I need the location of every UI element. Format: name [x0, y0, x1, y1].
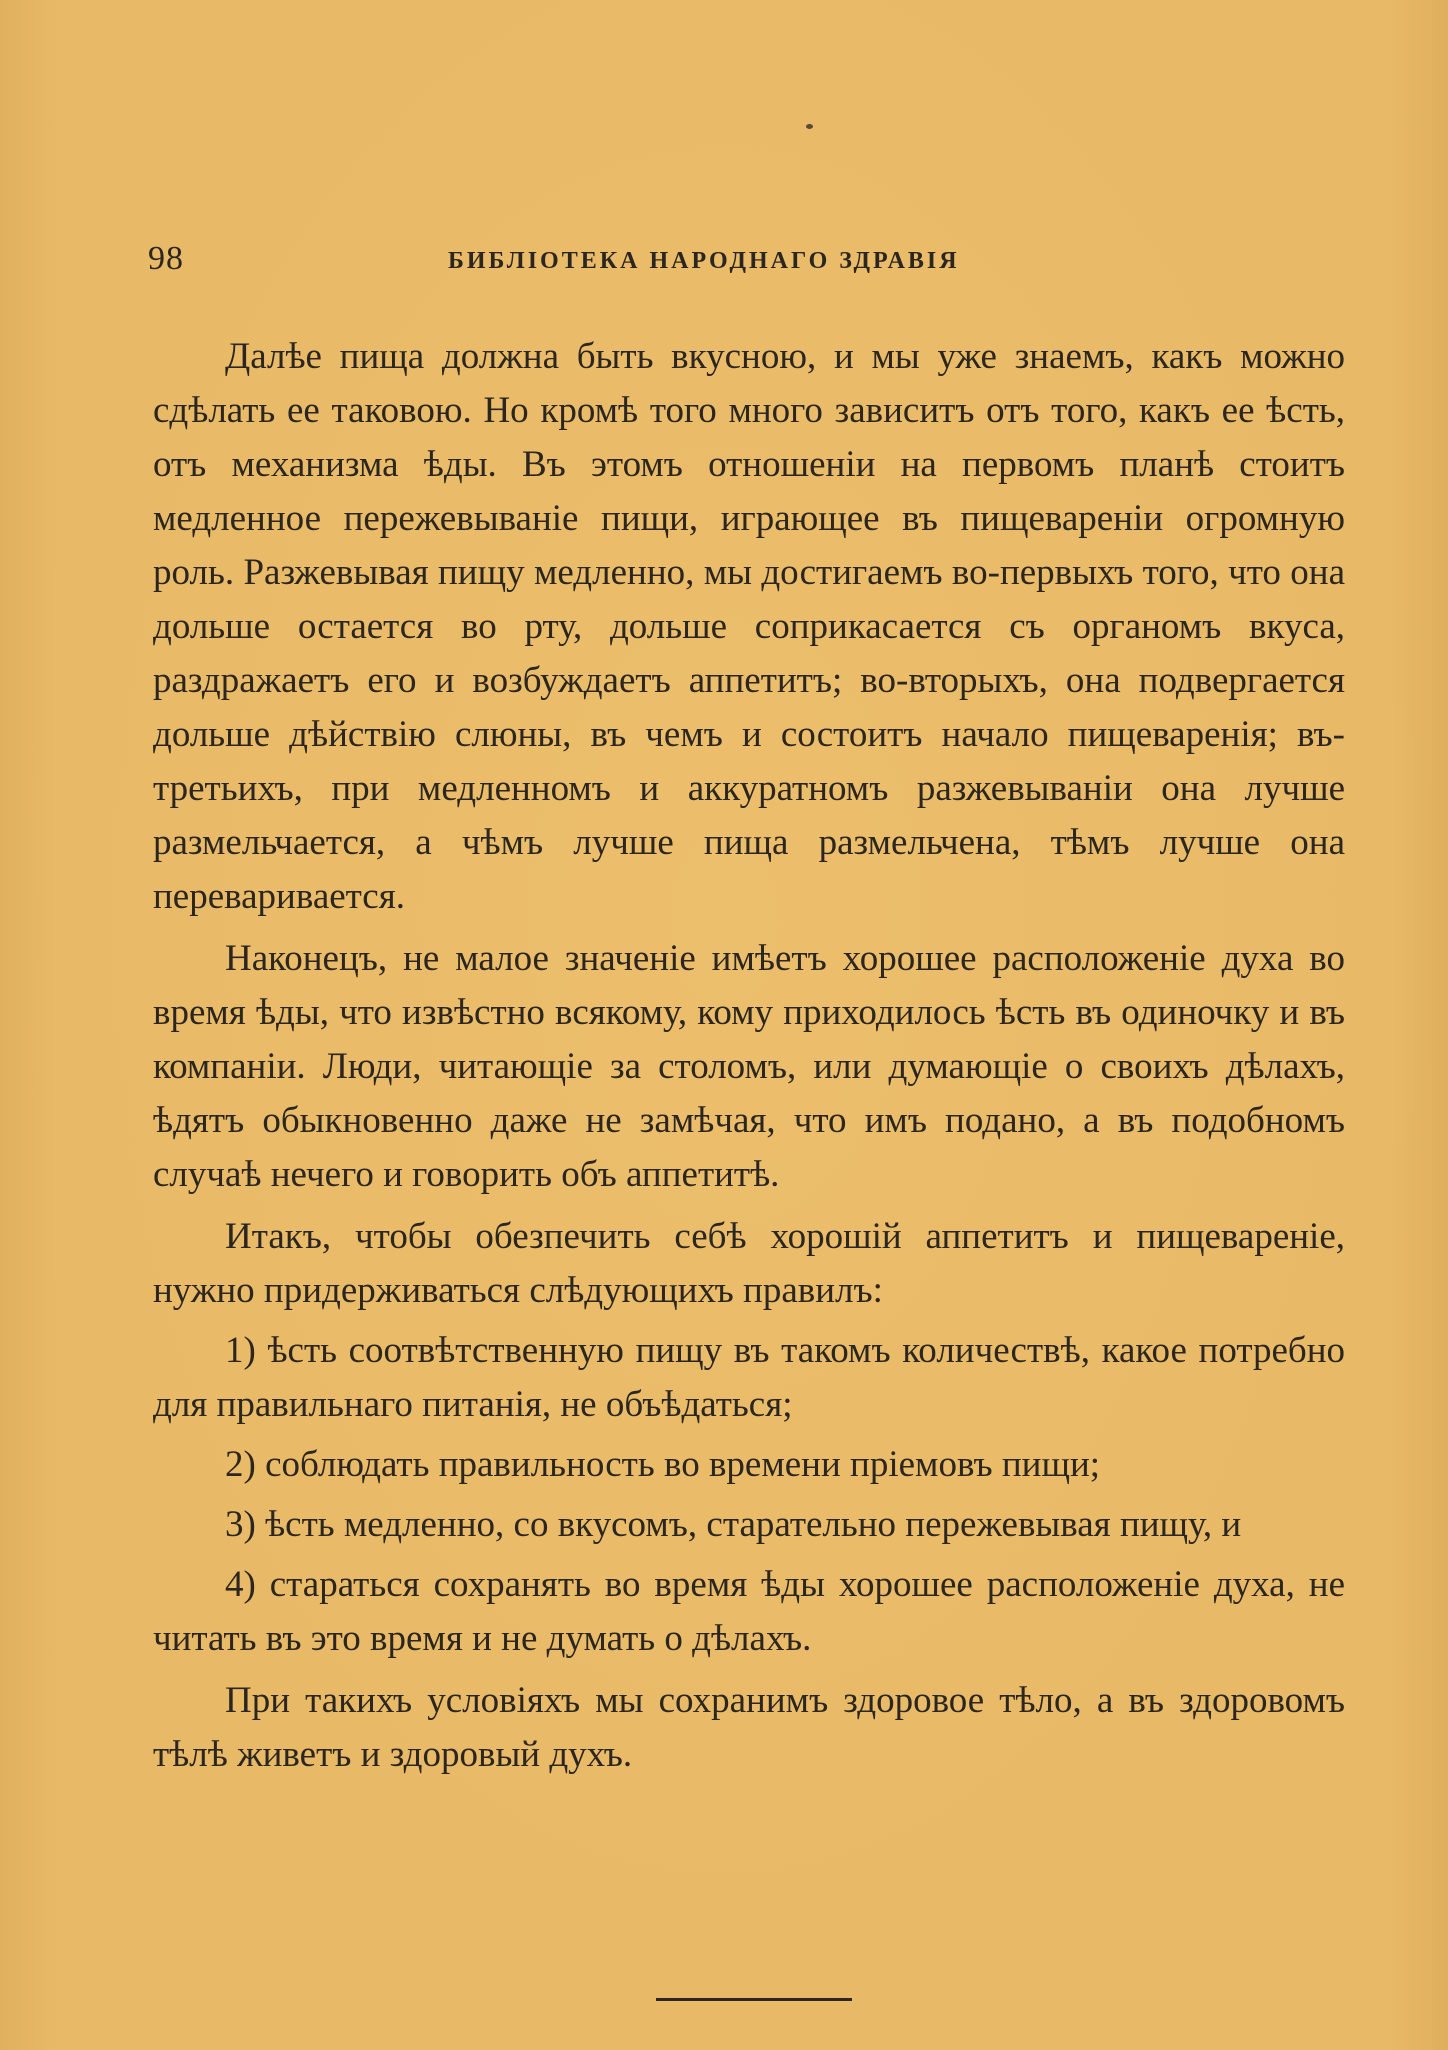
paragraph: Наконецъ, не малое значенiе имѣетъ хорошее расположенiе духа во время ѣды, что извѣстно всякому, кому приходилось ѣсть въ одиночку и въ компанiи. Люди, читающiе за столомъ, или думающiе о своихъ дѣлахъ, ѣдятъ обыкновенно даже не замѣчая, что имъ подано, а въ подобномъ случаѣ нечего и говорить объ аппетитѣ.: [153, 938, 1345, 1195]
page-body: [153, 330, 1345, 1782]
paragraph: Итакъ, чтобы обезпечить себѣ хорошiй аппетитъ и пищеваренiе, нужно придерживаться слѣдующихъ правилъ:: [153, 1216, 1345, 1311]
rule-item: 1) ѣсть соотвѣтственную пищу въ такомъ количествѣ, какое потребно для правильнаго питанiя, не объѣдаться;: [153, 1330, 1345, 1425]
conclusion-paragraph: При такихъ условiяхъ мы сохранимъ здоровое тѣло, а въ здоровомъ тѣлѣ живетъ и здоровый духъ.: [153, 1680, 1345, 1775]
rule-item: 3) ѣсть медленно, со вкусомъ, старательно пережевывая пищу, и: [225, 1504, 1242, 1545]
running-head: БИБЛIОТЕКА НАРОДНАГО ЗДРАВIЯ: [448, 248, 960, 274]
rule-item: 4) стараться сохранять во время ѣды хорошее расположенiе духа, не читать въ это время и не думать о дѣлахъ.: [153, 1564, 1345, 1659]
closing-rule: [656, 1998, 852, 2001]
page-header: [148, 240, 1344, 290]
paragraph: Далѣе пища должна быть вкусною, и мы уже знаемъ, какъ можно сдѣлать ее таковою. Но кромѣ того много зависитъ отъ того, какъ ее ѣсть, отъ механизма ѣды. Въ этомъ отношенiи на первомъ планѣ стоитъ медленное пережевыванiе пищи, играющее въ пищеваренiи огромную роль. Разжевывая пищу медленно, мы достигаемъ во-первыхъ того, что она дольше остается во рту, дольше соприкасается съ органомъ вкуса, раздражаетъ его и возбуждаетъ аппетитъ; во-вторыхъ, она подвергается дольше дѣйствiю слюны, въ чемъ и состоитъ начало пищеваренiя; въ-третьихъ, при медленномъ и аккуратномъ разжевыванiи она лучше размельчается, а чѣмъ лучше пища размельчена, тѣмъ лучше она переваривается.: [153, 336, 1345, 917]
page-number: 98: [148, 240, 184, 277]
rule-item: 2) соблюдать правильность во времени прiемовъ пищи;: [225, 1444, 1101, 1485]
print-speck: [806, 124, 813, 129]
